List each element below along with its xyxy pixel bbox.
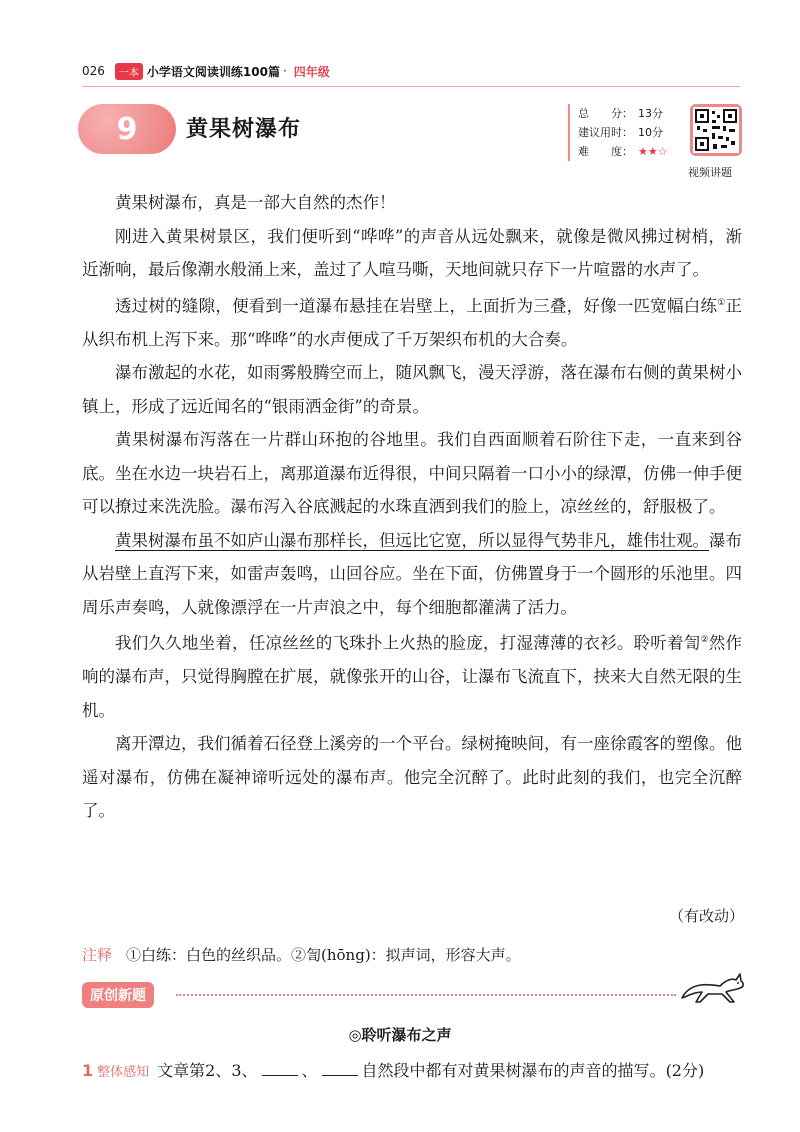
footnote-marker: ② — [700, 635, 709, 645]
lesson-title: 黄果树瀑布 — [186, 116, 302, 142]
footnote-marker: ① — [717, 297, 726, 308]
answer-blank[interactable] — [322, 1059, 358, 1076]
paragraph: 黄果树瀑布泻落在一片群山环抱的谷地里。我们自西面顺着石阶往下走，一直来到谷底。坐在水边一块岩石上，离那道瀑布近得很，中间只隔着一口小小的绿潭，仿佛一伸手便可以撩过来洗洗脸。瀑布泻入谷底溅起的水珠直洒到我们的脸上，凉丝丝的，舒服极了。 — [82, 430, 742, 516]
paragraph: 黄果树瀑布虽不如庐山瀑布那样长，但远比它宽，所以显得气势非凡，雄伟壮观。瀑布从岩壁上直泻下来，如雷声轰鸣，山回谷应。坐在下面，仿佛置身于一个圆形的乐池里。四周乐声奏鸣，人就像漂浮在一片声浪之中，每个细胞都灌满了活力。 — [82, 530, 742, 617]
paragraph: 我们久久地坐着，任凉丝丝的飞珠扑上火热的脸庞，打湿薄薄的衣衫。聆听着訇②然作响的瀑布声，只觉得胸膛在扩展，就像张开的山谷，让瀑布飞流直下，挟来大自然无限的生机。 — [82, 633, 742, 720]
page-header: 026 一本 小学语文阅读训练100篇 · 四年级 — [82, 64, 330, 79]
cat-icon — [678, 968, 748, 1012]
answer-blank[interactable] — [262, 1059, 298, 1076]
time-label: 建议用时： — [578, 126, 633, 139]
header-divider — [82, 86, 740, 87]
brand-badge: 一本 — [115, 63, 143, 80]
difficulty-label: 难 度： — [578, 145, 633, 158]
time-value: 10分 — [638, 126, 663, 139]
question-tag: 整体感知 — [97, 1065, 150, 1080]
qr-caption: 视频讲题 — [688, 166, 732, 179]
annotation — [82, 944, 521, 965]
section-tag: 原创新题 — [82, 982, 154, 1008]
total-score-value: 13分 — [638, 107, 663, 120]
dotted-divider — [176, 994, 676, 996]
question-score: (2分) — [665, 1061, 705, 1080]
grade-label: 四年级 — [293, 64, 330, 79]
paragraph: 离开潭边，我们循着石径登上溪旁的一个平台。绿树掩映间，有一座徐霞客的塑像。他遥对瀑布，仿佛在凝神谛听远处的瀑布声。他完全沉醉了。此时此刻的我们，也完全沉醉了。 — [82, 734, 742, 820]
paragraph: 透过树的缝隙，便看到一道瀑布悬挂在岩壁上，上面折为三叠，好像一匹宽幅白练①正从织布机上泻下来。那“哗哗”的水声便成了千万架织布机的大合奏。 — [82, 296, 742, 349]
score-info — [568, 104, 668, 161]
annotation-text: ①白练：白色的丝织品。②訇(hōng)：拟声词，形容大声。 — [126, 946, 521, 964]
question-1: 1 整体感知 文章第2、3、 、 自然段中都有对黄果树瀑布的声音的描写。 (2分) — [82, 1058, 704, 1081]
series-title: 小学语文阅读训练100篇 — [146, 64, 280, 79]
question-number: 1 — [82, 1061, 94, 1080]
page-number: 026 — [82, 64, 105, 78]
underlined-sentence: 黄果树瀑布虽不如庐山瀑布那样长，但远比它宽，所以显得气势非凡，雄伟壮观。 — [115, 530, 709, 550]
difficulty-stars: ★★☆ — [638, 145, 668, 158]
revised-note: （有改动） — [668, 907, 744, 925]
lesson-number-badge: 9 — [78, 104, 176, 154]
paragraph: 黄果树瀑布，真是一部大自然的杰作！ — [115, 193, 396, 212]
paragraph: 刚进入黄果树景区，我们便听到“哗哗”的声音从远处飘来，就像是微风拂过树梢，渐近渐响，最后像潮水般涌上来，盖过了人喧马嘶，天地间就只存下一片喧嚣的水声了。 — [82, 226, 742, 279]
annotation-label: 注释 — [82, 946, 113, 964]
qr-code-icon[interactable] — [690, 104, 742, 156]
article-body — [82, 186, 742, 828]
section-subhead: ◎聆听瀑布之声 — [348, 1026, 452, 1044]
paragraph: 瀑布激起的水花，如雨雾般腾空而上，随风飘飞，漫天浮游，落在瀑布右侧的黄果树小镇上，形成了远近闻名的“银雨洒金街”的奇景。 — [82, 363, 742, 416]
total-score-label: 总 分： — [578, 107, 633, 120]
